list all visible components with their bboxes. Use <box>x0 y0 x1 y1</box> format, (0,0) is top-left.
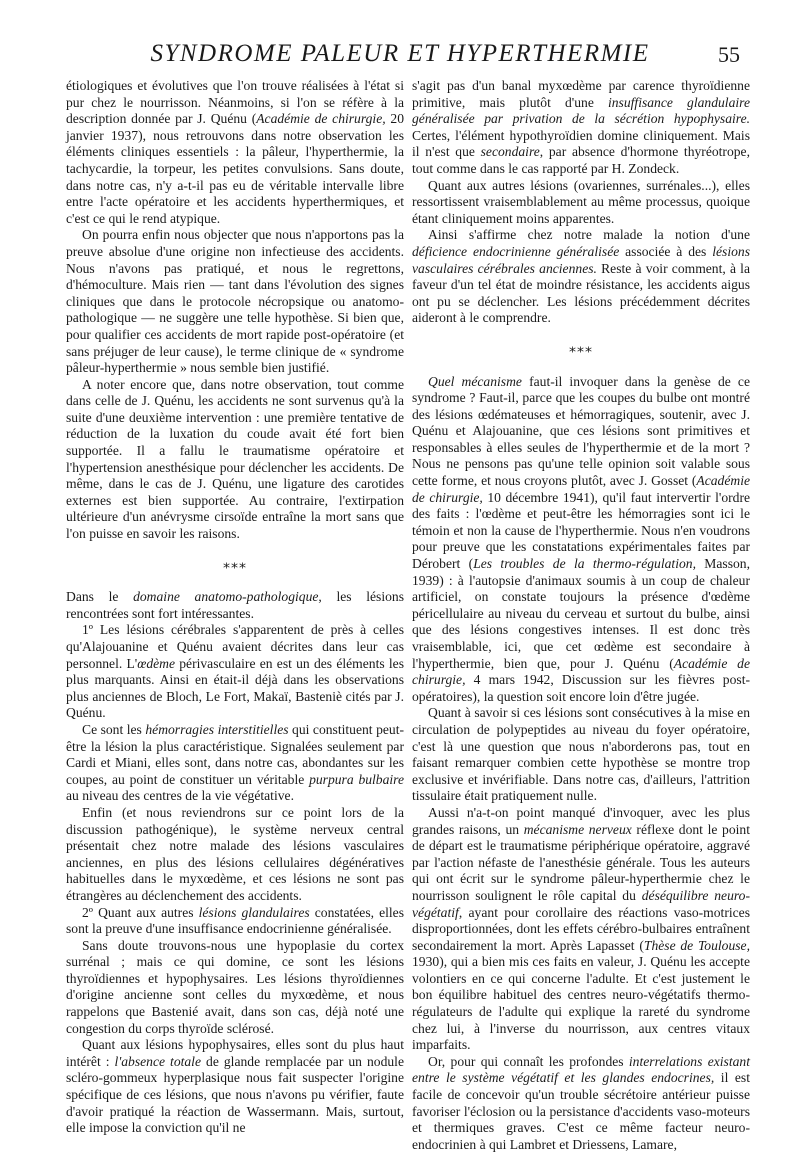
running-title: SYNDROME PALEUR ET HYPERTHERMIE <box>150 40 650 67</box>
paragraph: Quant aux autres lésions (ovariennes, surrénales...), elles ressortissent vraisemblablement au même processus, quoique étant cliniquement moins apparentes. <box>412 177 750 226</box>
page-header <box>60 30 740 70</box>
paragraph: s'agit pas d'un banal myxœdème par carence thyroïdienne primitive, mais plutôt d'une insuffisance glandulaire généralisée par privation de la sécrétion hypophysaire. Certes, l'élément hypothyroïdien domine cliniquement. Mais il n'est que secondaire, par absence d'hormone thyréotrope, tout comme dans le cas rapporté par H. Zondeck. <box>412 78 750 176</box>
paragraph: Enfin (et nous reviendrons sur ce point lors de la discussion pathogénique), le système nerveux central présentait chez notre malade des lésions vasculaires anciennes, en plus des lésions cellulaires dégénératives habituelles dans le myxœdème, et ces lésions ne sont pas étrangères au déclenchement des accidents. <box>66 804 404 903</box>
paragraph: Quant à savoir si ces lésions sont consécutives à la mise en circulation de polypeptides au niveau du foyer opératoire, c'est là une question que nous n'aborderons pas, tout en faisant remarquer combien cette hypothèse se montre trop exclusive et invérifiable. Dans notre cas, d'ailleurs, l'attrition tissulaire était pratiquement nulle. <box>412 705 750 804</box>
section-separator: ⁎⁎⁎ <box>223 556 247 572</box>
paragraph: Dans le domaine anatomo-pathologique, les lésions rencontrées sont fort intéressantes. <box>66 589 404 621</box>
paragraph: Quant aux lésions hypophysaires, elles sont du plus haut intérêt : l'absence totale de glande remplacée par un nodule scléro-gommeux hyperplasique nous fait suspecter l'origine spécifique de ces lésions, que nous n'avons pu vérifier, faute d'avoir pratiqué la réaction de Wassermann. Mais, surtout, elle impose la conviction qu'il ne <box>66 1037 404 1136</box>
paragraph: A noter encore que, dans notre observation, tout comme dans celle de J. Quénu, les accidents ne sont survenus qu'à la suite d'une deuxième intervention : une première tentative de réduction de la luxation du coude avait été fort bien supportée. Il a fallu le traumatisme opératoire et l'hypertension anesthésique pour déclencher les accidents. De même, dans le cas de J. Quénu, une ligature des carotides externes est bien supportée. Au contraire, l'extirpation ultérieure d'un anévrysme cirsoïde entraîne la mort sans que l'on puisse en savoir les raisons. <box>66 376 404 542</box>
paragraph: 2º Quant aux autres lésions glandulaires constatées, elles sont la preuve d'une insuffisance endocrinienne généralisée. <box>66 904 404 937</box>
paragraph: Ce sont les hémorragies interstitielles qui constituent peut-être la lésion la plus caractéristique. Signalées seulement par Cardi et Miani, elles sont, dans notre cas, abondantes sur les coupes, au point de constituer un véritable purpura bulbaire au niveau des centres de la vie végétative. <box>66 721 404 804</box>
paragraph: Quel mécanisme faut-il invoquer dans la genèse de ce syndrome ? Faut-il, parce que les coupes du bulbe ont montré des lésions œdémateuses et hémorragiques, soutenir, avec J. Quénu et Alajouanine, que ces lésions sont primitives et responsables à elles seules de l'hyperthermie et de la mort ? Nous ne pensons pas qu'une telle opinion soit valable sous cette forme, et nous croyons plutôt, avec J. Gosset (Académie de chirurgie, 10 décembre 1941), qu'il faut intervertir l'ordre des faits : l'œdème et peut-être les hémorragies sont ici le témoin et non la cause de l'hyperthermie. Nous n'en voudrons pour preuve que les constatations expérimentales faites par Dérobert (Les troubles de la thermo-régulation, Masson, 1939) : à l'autopsie d'animaux soumis à un coup de chaleur artificiel, on constate toujours la présence d'œdème péricellulaire au niveau du cerveau et surtout du bulbe, ainsi que des lésions congestives intenses. Il est donc très vraisemblable, ici, que cet œdème est secondaire à l'hyperthermie, bien que, pour J. Quénu (Académie de chirurgie, 4 mars 1942, Discussion sur les fièvres post-opératoires), la question soit encore loin d'être jugée. <box>412 373 751 704</box>
paragraph: Aussi n'a-t-on point manqué d'invoquer, avec les plus grandes raisons, un mécanisme nerveux réflexe dont le point de départ est le traumatisme périphérique opératoire, aggravé par l'action néfaste de l'anesthésie générale. Tous les auteurs qui ont écrit sur le syndrome pâleur-hyperthermie chez le nourrisson soulignent le rôle capital du déséquilibre neuro-végétatif, ayant pour corollaire des réactions vaso-motrices disproportionnées, dont les effets cérébro-bulbaires entraînent secondairement la mort. Après Lapasset (Thèse de Toulouse, 1930), qui a bien mis ces faits en valeur, J. Quénu les accepte volontiers en ce qui concerne l'adulte. Et c'est justement le bon équilibre habituel des centres neuro-végétatifs thermo-régulateurs de l'adulte qui explique la rareté du syndrome chez lui, à l'inverse du nourrisson, aux centres vitaux imparfaits. <box>412 804 751 1053</box>
page-number: 55 <box>718 42 740 67</box>
paragraph: étiologiques et évolutives que l'on trouve réalisées à l'état si pur chez le nourrisson. Néanmoins, si l'on se réfère à la description donnée par J. Quénu (Académie de chirurgie, 20 janvier 1937), nous retrouvons dans notre observation les éléments cliniques essentiels : la pâleur, l'hyperthermie, la tachycardie, la torpeur, les petites convulsions. Sans doute, dans notre cas, n'y a-t-il pas eu de véritable intervalle libre entre l'acte opératoire et les accidents hyperthermiques, et c'est ce qui le rend atypique. <box>66 78 404 226</box>
left-column <box>66 78 404 1137</box>
paragraph: Sans doute trouvons-nous une hypoplasie du cortex surrénal ; mais ce qui domine, ce sont les lésions thyroïdiennes et hypophysaires. Les lésions thyroïdiennes d'origine ancienne sont celles du myxœdème, et nous rappelons que Bastenié avait, dans son cas, déjà noté une congestion du corps thyroïde sclérosé. <box>66 937 404 1036</box>
paragraph: 1º Les lésions cérébrales s'apparentent de près à celles qu'Alajouanine et Quénu avaient décrites dans leur cas personnel. L'œdème périvasculaire en est un des éléments les plus marquants. Ainsi en était-il déjà dans les observations plus anciennes de Bloch, Le Fort, Makaï, Basteniè cités par J. Quénu. <box>66 622 404 721</box>
section-separator: ⁎⁎⁎ <box>569 340 593 356</box>
paragraph: Or, pour qui connaît les profondes interrelations existant entre le système végétatif et les glandes endocrines, il est facile de concevoir qu'un trouble sécrétoire antérieur puisse favoriser l'éclosion ou la persistance d'accidents vaso-moteurs et thermiques graves. C'est ce même facteur neuro-endocrinien à qui Lambret et Driessens, Lamare, <box>412 1053 750 1152</box>
right-column <box>412 78 750 1153</box>
paragraph: On pourra enfin nous objecter que nous n'apportons pas la preuve absolue d'une origine non infectieuse des accidents. Nous n'avons pas pratiqué, et nous le regrettons, d'hémoculture. Mais rien — tant dans l'évolution des signes cliniques que dans le protocole nécropsique ou anatomo-pathologique — ne suggère une telle hypothèse. Si bien que, pour qualifier ces accidents de mort rapide post-opératoire (et sans préjuger de leur cause), le terme clinique de « syndrome pâleur-hyperthermie » nous semble bien justifié. <box>66 227 404 376</box>
paragraph: Ainsi s'affirme chez notre malade la notion d'une déficience endocrinienne généralisée associée à des lésions vasculaires cérébrales anciennes. Reste à voir comment, à la faveur d'un tel état de moindre résistance, les accidents aigus ont pu se déclencher. Les lésions précédemment décrites aideront à le comprendre. <box>412 227 750 326</box>
